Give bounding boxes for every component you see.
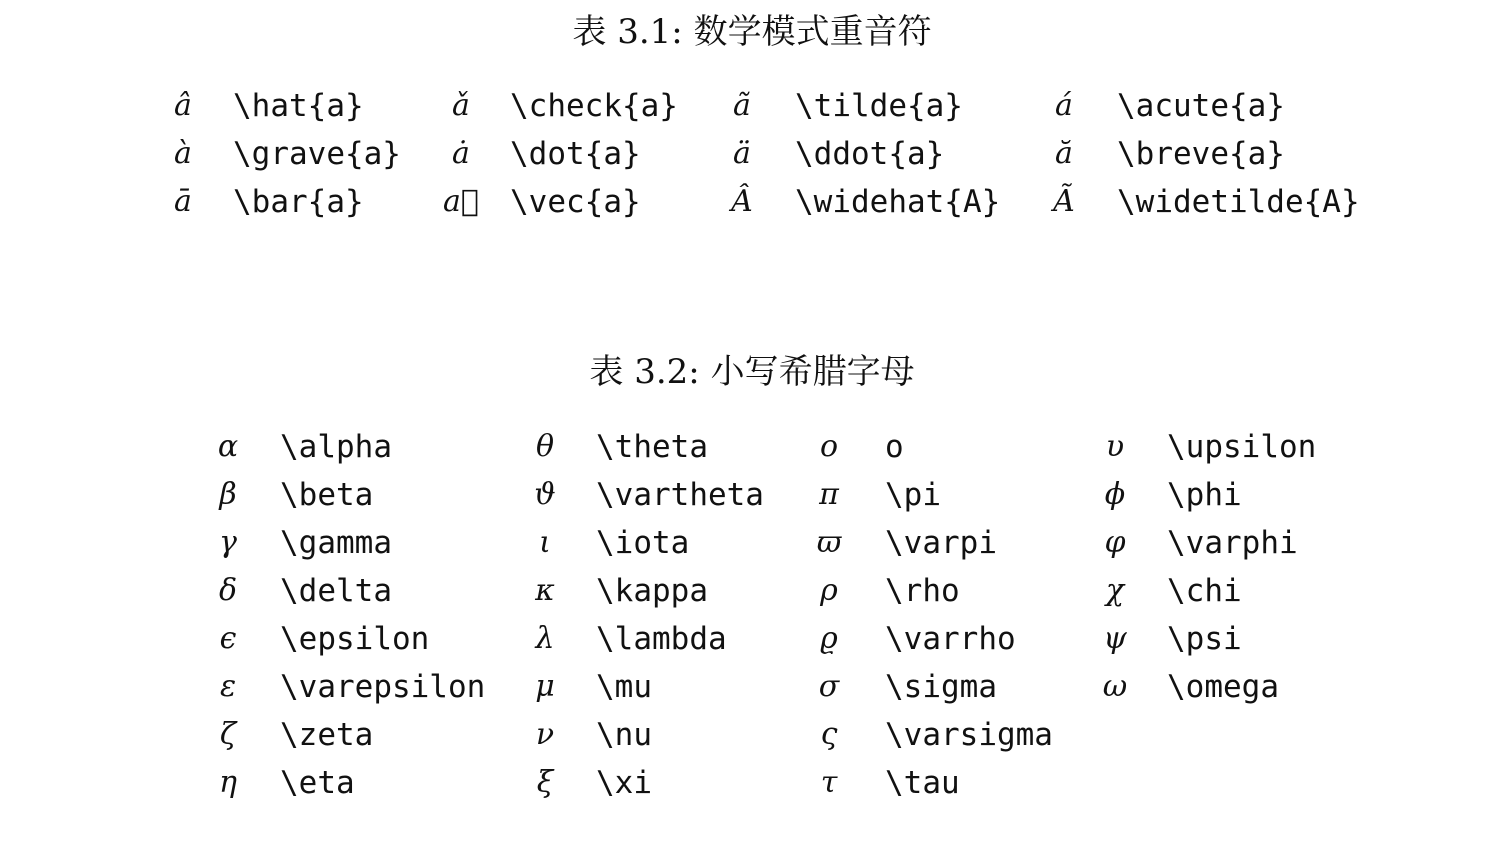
latex-command: \alpha	[280, 429, 392, 465]
greek-symbol: λ	[535, 621, 555, 656]
table-row	[0, 571, 1504, 611]
table-row	[0, 86, 1504, 126]
greek-symbol: υ	[1105, 429, 1125, 464]
accent-symbol: â	[174, 88, 192, 123]
greek-symbol: ω	[1102, 669, 1128, 704]
latex-command: \omega	[1167, 669, 1279, 705]
greek-symbol: τ	[820, 765, 838, 800]
greek-symbol: χ	[1105, 573, 1125, 608]
table-caption-greek: 表 3.2: 小写希腊字母	[589, 352, 915, 392]
greek-symbol: σ	[818, 669, 840, 704]
accent-symbol: à	[174, 136, 192, 171]
latex-command: \varsigma	[885, 717, 1053, 753]
accent-symbol: á	[1055, 88, 1073, 123]
greek-symbol: θ	[535, 429, 555, 464]
greek-symbol: ϖ	[816, 525, 842, 560]
greek-symbol: κ	[535, 573, 555, 608]
greek-symbol: η	[219, 765, 237, 800]
table-row	[0, 182, 1504, 222]
latex-command: \mu	[596, 669, 652, 705]
latex-command: \tilde{a}	[795, 88, 963, 124]
accent-symbol: Ã	[1053, 184, 1075, 219]
accent-symbol: ă	[1055, 136, 1073, 171]
table-row	[0, 134, 1504, 174]
latex-command: \upsilon	[1167, 429, 1317, 465]
greek-symbol: β	[219, 477, 237, 512]
greek-symbol: ς	[820, 717, 838, 752]
greek-symbol: ρ	[820, 573, 838, 608]
table-row	[0, 763, 1504, 803]
accent-symbol: ā	[174, 184, 192, 219]
greek-symbol: ϱ	[820, 621, 838, 656]
latex-command: \widehat{A}	[795, 184, 1001, 220]
table-row	[0, 475, 1504, 515]
table-row	[0, 715, 1504, 755]
latex-command: \rho	[885, 573, 960, 609]
greek-symbol: ψ	[1103, 621, 1127, 656]
latex-command: \vec{a}	[510, 184, 641, 220]
latex-command: \bar{a}	[233, 184, 364, 220]
latex-command: \tau	[885, 765, 960, 801]
latex-command: \varpi	[885, 525, 997, 561]
latex-command: \acute{a}	[1117, 88, 1285, 124]
latex-command: \phi	[1167, 477, 1242, 513]
latex-command: \sigma	[885, 669, 997, 705]
latex-command: \varphi	[1167, 525, 1298, 561]
latex-command: \varepsilon	[280, 669, 486, 705]
latex-command: \epsilon	[280, 621, 430, 657]
latex-command: \zeta	[280, 717, 374, 753]
table-caption-accents: 表 3.1: 数学模式重音符	[572, 12, 932, 52]
greek-symbol: φ	[1104, 525, 1126, 560]
greek-symbol: δ	[218, 573, 238, 608]
greek-symbol: π	[819, 477, 839, 512]
latex-command: \kappa	[596, 573, 708, 609]
greek-symbol: ε	[219, 669, 237, 704]
latex-command: \psi	[1167, 621, 1242, 657]
accent-symbol: ä	[733, 136, 751, 171]
accent-symbol: ã	[733, 88, 751, 123]
latex-command: \delta	[280, 573, 392, 609]
latex-command: \dot{a}	[510, 136, 641, 172]
latex-command: \breve{a}	[1117, 136, 1285, 172]
greek-symbol: γ	[219, 525, 237, 560]
greek-symbol: o	[819, 429, 839, 464]
latex-command: \xi	[596, 765, 652, 801]
latex-command: \varrho	[885, 621, 1016, 657]
latex-command: \hat{a}	[233, 88, 364, 124]
accent-symbol: ȧ	[452, 136, 470, 171]
table-row	[0, 667, 1504, 707]
latex-command: \lambda	[596, 621, 727, 657]
greek-symbol: ϵ	[219, 621, 237, 656]
latex-command: \ddot{a}	[795, 136, 945, 172]
greek-symbol: ζ	[219, 717, 237, 752]
latex-command: \theta	[596, 429, 708, 465]
latex-command: \iota	[596, 525, 690, 561]
latex-command: \pi	[885, 477, 941, 513]
table-row	[0, 619, 1504, 659]
latex-command: o	[885, 429, 904, 465]
latex-command: \grave{a}	[233, 136, 401, 172]
latex-command: \beta	[280, 477, 374, 513]
greek-symbol: ν	[535, 717, 555, 752]
table-row	[0, 427, 1504, 467]
latex-command: \nu	[596, 717, 652, 753]
latex-command: \eta	[280, 765, 355, 801]
latex-command: \check{a}	[510, 88, 678, 124]
greek-symbol	[1090, 763, 1140, 803]
greek-symbol: ι	[539, 525, 551, 560]
greek-symbol: ϕ	[1104, 477, 1126, 512]
table-row	[0, 523, 1504, 563]
greek-symbol: ξ	[536, 765, 554, 800]
latex-command: \vartheta	[596, 477, 764, 513]
accent-symbol: Â	[731, 184, 753, 219]
greek-symbol	[1090, 715, 1140, 755]
latex-command: \widetilde{A}	[1117, 184, 1360, 220]
greek-symbol: α	[217, 429, 239, 464]
accent-symbol: a⃗	[443, 184, 479, 219]
greek-symbol: μ	[535, 669, 555, 704]
greek-symbol: ϑ	[534, 477, 556, 512]
accent-symbol: ǎ	[452, 88, 470, 123]
latex-command: \gamma	[280, 525, 392, 561]
latex-command: \chi	[1167, 573, 1242, 609]
